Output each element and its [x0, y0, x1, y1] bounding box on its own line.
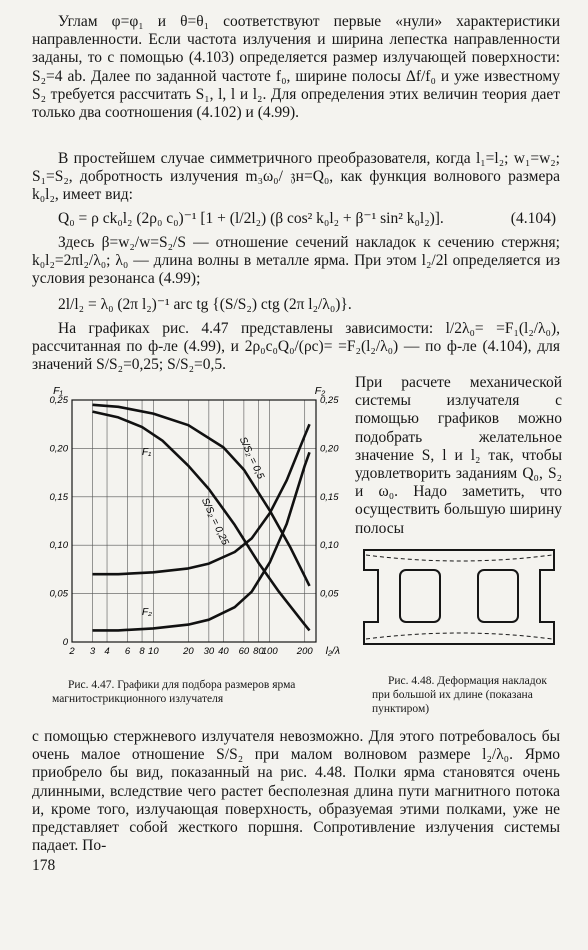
y-tick-label-right: 0,10 [320, 540, 339, 552]
x-tick-label: 60 [238, 646, 250, 657]
x-tick-label: 200 [296, 646, 313, 657]
side-paragraph: При расчете механической системы излучателя с помощью графиков можно подобрать желательное значение S, l и l₂ так, чтобы удовлетворить заданиям Q₀, S₂ и ω₀. Надо заметить, что осуществить большую ширину полосы [355, 374, 562, 537]
chart-lines [93, 405, 310, 631]
y-tick-label-right: 0,15 [320, 491, 339, 503]
figure-4-47-chart [28, 380, 346, 670]
chart-grid [72, 400, 316, 642]
y-tick-label-left: 0,15 [49, 491, 68, 503]
curve-label-ratio-025: S/S₂ = 0,25 [198, 496, 231, 548]
figure-4-48-caption: Рис. 4.48. Деформация накладок при большой их длине (показана пунктиром) [372, 675, 547, 715]
y2-axis-label: F₂ [314, 385, 326, 397]
curve-label-f2: F₂ [142, 606, 152, 618]
deformation-top [366, 555, 552, 561]
curve-label-ratio-05: S/S₂ = 0,5 [236, 435, 266, 481]
paragraph-1: Углам φ=φ₁ и θ=θ₁ соответствуют первые «нули» характеристики направленности. Если частота излучения и ширина лепестка направленности заданы, то с помощью (4.103) определяется размер излучающей поверхности: S₂=4 ab. Далее по заданной частоте f₀, ширине полосы Δf/f₀ и уже известному S₂ требуется рассчитать S₁, l, l и l₂. Для определения этих величин теория дает только два соотношения (4.102) и (4.99). [32, 13, 560, 122]
x-tick-label: 20 [183, 646, 194, 657]
y-tick-label-right: 0,25 [320, 395, 339, 406]
paragraph-2: В простейшем случае симметричного преобразователя, когда l₁=l₂; w₁=w₂; S₁=S₂, добротность излучения m₃ω₀/ 𝔷н=Q₀, как функция волнового размера k₀l₂, имеет вид: [32, 150, 560, 204]
y1-axis-label: F₁ [53, 385, 63, 397]
equation-4-104: Q₀ = ρ ck₀l₂ (2ρ₀ c₀)⁻¹ [1 + (l/2l₂) (β cos² k₀l₂ + β⁻¹ sin² k₀l₂)]. [58, 210, 444, 227]
paragraph-5: с помощью стержневого излучателя невозможно. Для этого потребовалось бы очень малое отношение S/S₂ при малом волновом размере l₂/λ₀. Ярмо приобрело бы вид, показанный на рис. 4.48. Полки ярма становятся очень длинными, вследствие чего растет бесполезная длина пути магнитного потока и, кроме того, излучающая поверхность, образуемая этими полками, уже не представляет собой жесткого поршня. Сопротивление излучения системы падает. По- [32, 728, 560, 855]
x-tick-label: 30 [203, 646, 215, 657]
y-tick-label-right: 0,20 [320, 443, 339, 455]
x-tick-label: 4 [104, 646, 110, 657]
chart-text [50, 385, 341, 657]
x-tick-label: 100 [261, 646, 278, 657]
paragraph-4: На графиках рис. 4.47 представлены зависимости: l/2λ₀= =F₁(l₂/λ₀), рассчитанная по ф-ле (4.99), и 2ρ₀c₀Q₀/(ρc)= =F₂(l₂/λ₀) — по ф-ле (4.104), для значений S/S₂=0,25; S/S₂=0,5. [32, 320, 560, 374]
curve-label-f1: F₁ [142, 447, 152, 459]
figure-4-48-drawing [360, 542, 558, 652]
yoke-window-left [400, 570, 440, 622]
yoke-window-right [478, 570, 518, 622]
deformation-bottom [366, 633, 552, 639]
y-tick-label-left: 0,10 [49, 540, 68, 552]
x-tick-label: 40 [218, 646, 229, 657]
y-tick-label-left: 0,25 [49, 395, 68, 406]
chart-axes [72, 400, 316, 642]
x-tick-label: 80 [253, 646, 264, 657]
y-tick-label-left: 0,05 [49, 588, 68, 600]
paragraph-3: Здесь β=w₂/w=S₂/S — отношение сечений накладок к сечению стержня; k₀l₂=2πl₂/λ₀; λ₀ — длина волны в металле ярма. При этом l₂/2l определяется из условия резонанса (4.99); [32, 234, 560, 288]
y-tick-label-left: 0 [62, 637, 68, 648]
x-tick-label: 2 [69, 646, 75, 657]
figure-4-47-caption: Рис. 4.47. Графики для подбора размеров ярма магнитострикционного излучателя [52, 679, 296, 705]
series-line-F1_05 [93, 405, 310, 586]
x-axis-label: l₂/λ [325, 645, 340, 657]
x-tick-label: 6 [124, 646, 131, 657]
page-number: 178 [32, 857, 56, 874]
equation-resonance: 2l/l₂ = λ₀ (2π l₂)⁻¹ arc tg {(S/S₂) ctg (2π l₂/λ₀)}. [58, 296, 352, 313]
y-tick-label-right: 0,05 [320, 588, 339, 600]
x-tick-label: 10 [148, 646, 159, 657]
x-tick-label: 3 [89, 646, 96, 657]
x-tick-label: 8 [139, 646, 145, 657]
y-tick-label-left: 0,20 [49, 443, 68, 455]
yoke-outline [364, 550, 554, 644]
equation-number: (4.104) [510, 210, 556, 227]
plot-frame [72, 400, 316, 642]
